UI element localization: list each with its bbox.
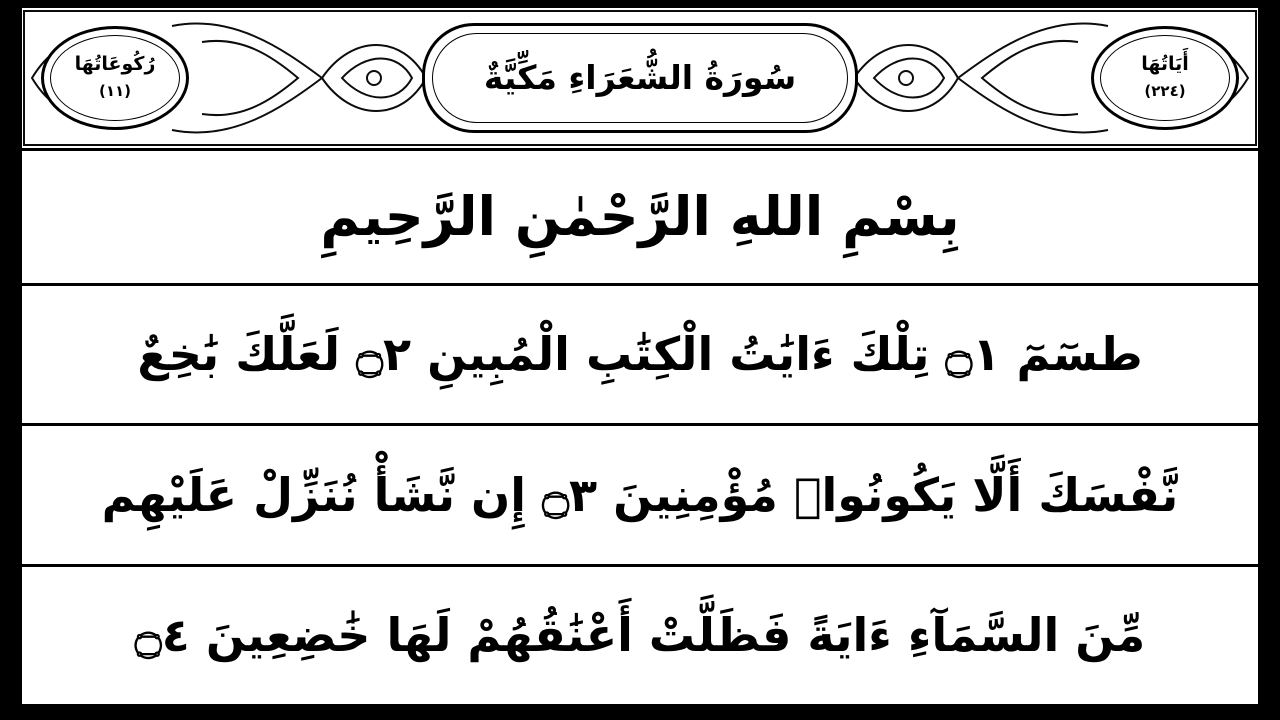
ayah-line-2 bbox=[22, 426, 1258, 566]
ayah-count-label: أَيَاتُهَا bbox=[1141, 53, 1189, 76]
surah-title: سُورَةُ الشُّعَرَاءِ مَكِّيَّةٌ bbox=[483, 58, 797, 98]
ayah-line-2-text: نَّفْسَكَ أَلَّا يَكُونُوا۟ مُؤْمِنِينَ ۝٣ إِن نَّشَأْ نُنَزِّلْ عَلَيْهِم bbox=[101, 467, 1179, 522]
ayah-count-value: (٢٢٤) bbox=[1144, 82, 1186, 100]
ruku-count-badge bbox=[40, 25, 190, 131]
ayah-line-1 bbox=[22, 286, 1258, 426]
ayah-count-badge bbox=[1090, 25, 1240, 131]
ayah-line-1-text: طسٓمٓ ۝١ تِلْكَ ءَايَٰتُ الْكِتَٰبِ الْمُبِينِ ۝٢ لَعَلَّكَ بَٰخِعٌ bbox=[137, 327, 1143, 382]
ayah-line-3-text: مِّنَ السَّمَآءِ ءَايَةً فَظَلَّتْ أَعْنَٰقُهُمْ لَهَا خَٰضِعِينَ ۝٤ bbox=[134, 607, 1146, 662]
ruku-count-label: رُكُوعَاتُهَا bbox=[74, 53, 156, 76]
surah-title-cartouche bbox=[422, 23, 858, 133]
basmala-text: بِسْمِ اللهِ الرَّحْمٰنِ الرَّحِيمِ bbox=[320, 185, 960, 249]
surah-header-band bbox=[22, 8, 1258, 151]
ayah-line-3 bbox=[22, 567, 1258, 704]
ruku-count-value: (١١) bbox=[98, 82, 131, 100]
basmala-band bbox=[22, 151, 1258, 286]
quran-page bbox=[22, 8, 1258, 704]
